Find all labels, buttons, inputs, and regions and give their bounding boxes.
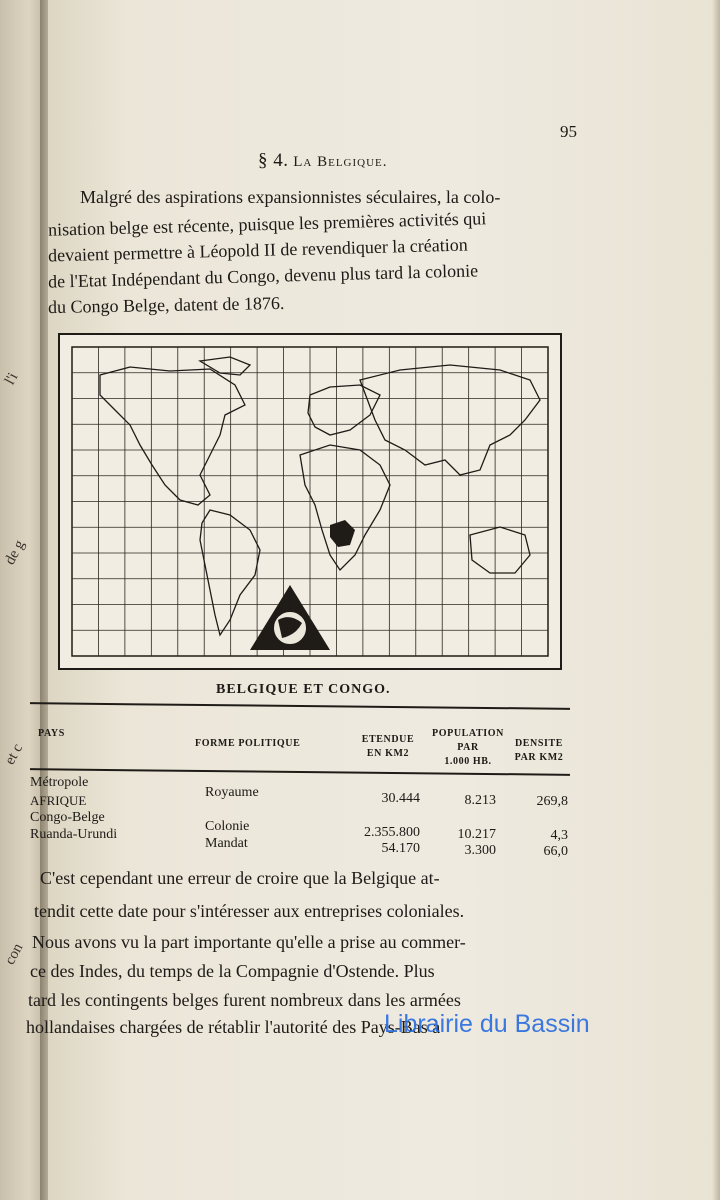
page-fragment: con <box>2 940 27 968</box>
page-number: 95 <box>560 122 577 141</box>
text-line: de l'Etat Indépendant du Congo, devenu plus tard la colonie <box>47 260 479 292</box>
text-line: ce des Indes, du temps de la Compagnie d'Ostende. Plus <box>30 961 435 981</box>
world-map-drawing <box>60 335 560 668</box>
cell-forme: Mandat <box>205 836 248 851</box>
page-fragment: l'i <box>2 370 22 388</box>
map-caption: BELGIQUE ET CONGO. <box>216 682 391 697</box>
page-fragment: et c <box>2 741 27 768</box>
cell-pays: Congo-Belge <box>30 810 105 825</box>
header-etendue <box>348 733 428 761</box>
cell-etendue: 2.355.800 <box>364 825 420 840</box>
text-line: hollandaises chargées de rétablir l'autorité des Pays-Bas à <box>26 1017 441 1037</box>
watermark-text: Librairie du Bassin <box>384 1010 590 1038</box>
text-line: devaient permettre à Léopold II de revendiquer la création <box>47 234 468 266</box>
cell-population: 3.300 <box>464 843 496 858</box>
section-title: La Belgique. <box>293 154 388 170</box>
cell-pays: Ruanda-Urundi <box>30 827 118 842</box>
section-heading <box>258 150 388 172</box>
table-top-rule <box>30 702 570 710</box>
header-population <box>425 727 511 769</box>
cell-forme: Royaume <box>205 785 259 800</box>
text-line: C'est cependant une erreur de croire que la Belgique at- <box>40 868 440 888</box>
cell-population: 10.217 <box>457 827 496 842</box>
page-edge <box>712 0 720 1200</box>
cell-forme: Colonie <box>205 819 250 834</box>
header-etendue-line: ETENDUE <box>361 734 415 745</box>
header-population-line: 1.000 HB. <box>444 756 492 767</box>
text-line: Malgré des aspirations expansionnistes séculaires, la colo- <box>80 187 501 207</box>
cell-etendue: 54.170 <box>381 841 420 856</box>
text-line: Nous avons vu la part importante qu'elle a prise au commer- <box>32 932 466 952</box>
cell-population: 8.213 <box>464 793 496 808</box>
header-etendue-line: EN KM2 <box>366 748 410 759</box>
header-forme: FORME POLITIQUE <box>195 738 301 749</box>
section-number: § 4. <box>258 150 289 171</box>
cell-etendue: 30.444 <box>381 791 420 806</box>
text-line: tard les contingents belges furent nombreux dans les armées <box>28 990 461 1010</box>
cell-densite: 4,3 <box>550 828 568 843</box>
header-densite <box>508 737 570 765</box>
table-header-rule <box>30 768 570 775</box>
text-line: nisation belge est récente, puisque les premières activités qui <box>47 208 487 240</box>
header-densite-line: PAR KM2 <box>514 752 564 763</box>
header-population-line: POPULATION <box>432 728 504 739</box>
statistics-table <box>30 705 570 865</box>
cell-pays: Métropole <box>30 775 89 790</box>
text-line: du Congo Belge, datent de 1876. <box>47 292 285 318</box>
cell-pays: AFRIQUE <box>30 793 87 808</box>
world-map-figure <box>58 333 562 670</box>
header-pays: PAYS <box>38 728 65 739</box>
header-population-line: PAR <box>457 742 479 753</box>
cell-densite: 66,0 <box>543 844 568 859</box>
text-line: tendit cette date pour s'intéresser aux entreprises coloniales. <box>34 901 465 921</box>
cell-densite: 269,8 <box>536 794 568 809</box>
congo-marker <box>330 520 355 547</box>
header-densite-line: DENSITE <box>514 738 564 749</box>
page-fragment: de g <box>2 537 29 568</box>
